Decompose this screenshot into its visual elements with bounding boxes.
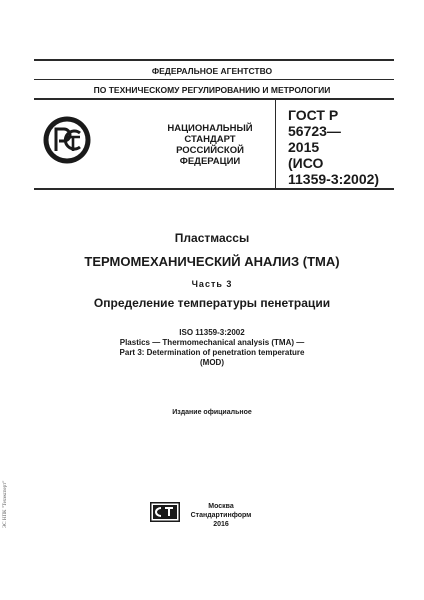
- title-subject: Пластмассы: [174, 231, 250, 245]
- standartinform-logo-icon: [150, 502, 180, 522]
- agency-line-2: ПО ТЕХНИЧЕСКОМУ РЕГУЛИРОВАНИЮ И МЕТРОЛОГИИ: [93, 85, 331, 95]
- iso-line-3: Part 3: Determination of penetration temperature: [119, 348, 305, 357]
- national-standard-line-1: НАЦИОНАЛЬНЫЙ: [167, 123, 253, 134]
- agency-line-1: ФЕДЕРАЛЬНОЕ АГЕНТСТВО: [151, 66, 273, 76]
- gost-r-certification-mark-icon: [42, 115, 92, 165]
- agency-bottom-rule: [34, 98, 394, 100]
- publisher-year: 2016: [213, 521, 229, 528]
- designation-line-5: 11359-3:2002): [288, 171, 380, 187]
- national-standard-line-2: СТАНДАРТ: [184, 134, 236, 145]
- standard-designation: [288, 107, 379, 187]
- side-watermark-text: ЭС НПК "Техэксперт": [3, 480, 8, 528]
- designation-line-3: 2015: [288, 139, 320, 155]
- iso-line-4: (MOD): [200, 358, 224, 367]
- publisher-block: [186, 502, 256, 529]
- iso-line-1: ISO 11359-3:2002: [179, 328, 245, 337]
- title-part: Часть 3: [191, 279, 233, 289]
- national-standard-line-3: РОССИЙСКОЙ: [176, 145, 244, 156]
- national-standard-line-4: ФЕДЕРАЦИИ: [179, 156, 241, 167]
- designation-line-1: ГОСТ Р: [288, 107, 339, 123]
- agency-divider: [34, 79, 394, 80]
- iso-reference: [0, 328, 424, 368]
- header-bottom-rule: [34, 188, 394, 190]
- iso-line-2: Plastics — Thermomechanical analysis (TMA) —: [119, 338, 305, 347]
- title-subtitle: Определение температуры пенетрации: [93, 296, 331, 310]
- top-rule: [34, 59, 394, 61]
- edition-label: Издание официальное: [172, 409, 252, 416]
- designation-line-4: (ИСО: [288, 155, 324, 171]
- publisher-city: Москва: [208, 503, 234, 510]
- publisher-name: Стандартинформ: [190, 512, 252, 519]
- title-main: ТЕРМОМЕХАНИЧЕСКИЙ АНАЛИЗ (ТМА): [84, 254, 340, 269]
- designation-line-2: 56723—: [288, 123, 341, 139]
- national-standard-label: [140, 123, 280, 167]
